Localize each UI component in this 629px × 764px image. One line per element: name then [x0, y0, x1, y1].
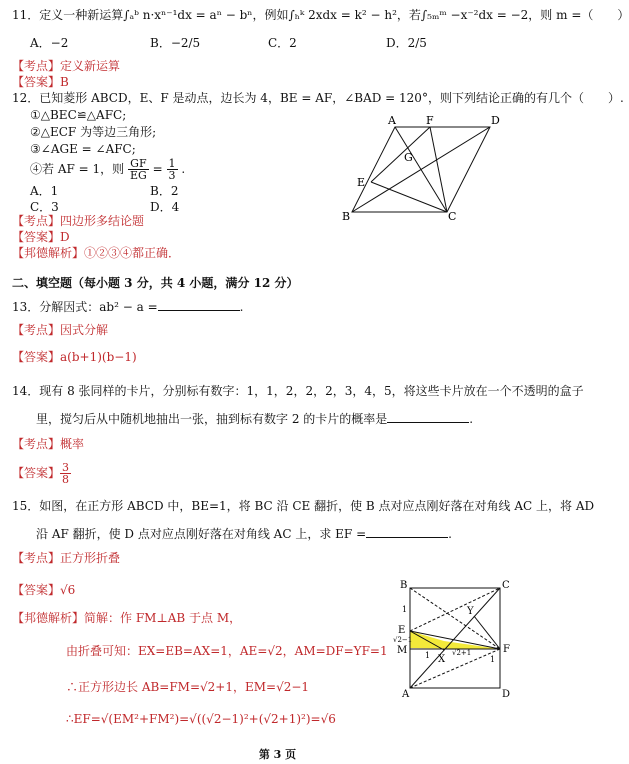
q12-label-f: F — [426, 114, 434, 127]
q12-label-g: G — [404, 151, 413, 164]
q13-stem: 13．分解因式：ab² − a = . — [12, 300, 244, 314]
q11-option-c: C．2 — [268, 36, 297, 50]
q15-label-one-ax: 1 — [425, 651, 431, 660]
q11-option-a: A．−2 — [30, 36, 69, 50]
q12-stem: 12．已知菱形 ABCD，E、F 是动点，边长为 4，BE = AF，∠BAD = 120°，则下列结论正确的有几个（ ）. — [12, 91, 624, 105]
q12-statement-3: ③∠AGE = ∠AFC; — [30, 142, 136, 156]
q15-label-a: A — [402, 689, 410, 700]
q15-label-one-df: 1 — [490, 655, 496, 664]
q15-label-y: Y — [467, 606, 474, 617]
q11-stem: 11．定义一种新运算∫ₐᵇ n·xⁿ⁻¹dx = aⁿ − bⁿ，例如∫ₕᵏ 2xdx = k² − h²，若∫₅ₘᵐ −x⁻²dx = −2，则 m =（ ） — [12, 8, 629, 22]
q13-answer-blank — [158, 298, 240, 311]
q15-kaodian: 【考点】正方形折叠 — [12, 551, 121, 565]
q15-label-root2-plus-1: √2+1 — [452, 649, 472, 657]
q12-kaodian: 【考点】四边形多结论题 — [12, 214, 145, 228]
q12-answer: 【答案】D — [12, 230, 70, 244]
q13-answer: 【答案】a(b+1)(b−1) — [12, 350, 137, 364]
q15-square-figure — [390, 578, 520, 700]
q12-label-d: D — [491, 114, 500, 127]
q12-label-e: E — [357, 176, 366, 189]
q11-kaodian: 【考点】定义新运算 — [12, 59, 121, 73]
q12-option-c: C．3 — [30, 200, 59, 214]
q12-label-c: C — [448, 210, 457, 223]
q15-label-m: M — [397, 645, 408, 656]
q12-statement-1: ①△BEC≌△AFC; — [30, 108, 127, 122]
q15-label-root2-minus-1: √2−1 — [393, 636, 413, 644]
q12-statement-4: ④若 AF = 1，则 $\frac{GF}{EG}$ = $\frac{1}{3}$ . — [30, 157, 186, 182]
q14-stem-line1: 14．现有 8 张同样的卡片，分别标有数字：1，1，2，2，2，3，4，5，将这些卡片放在一个不透明的盒子 — [12, 384, 584, 398]
q12-option-b: B．2 — [150, 184, 179, 198]
q15-step-2: ∴正方形边长 AB=FM=√2+1，EM=√2−1 — [66, 680, 310, 694]
q11-answer: 【答案】B — [12, 75, 69, 89]
q15-label-b: B — [400, 580, 408, 591]
q14-stem-line2: 里，搅匀后从中随机地抽出一张，抽到标有数字 2 的卡片的概率是 . — [36, 412, 474, 426]
q15-stem-line2: 沿 AF 翻折，使 D 点对应点刚好落在对角线 AC 上，求 EF = . — [36, 527, 452, 541]
q15-stem-line1: 15．如图，在正方形 ABCD 中，BE=1，将 BC 沿 CE 翻折，使 B 点对应点刚好落在对角线 AC 上，将 AD — [12, 499, 595, 513]
q12-option-a: A．1 — [30, 184, 59, 198]
q12-analysis: 【邦德解析】①②③④都正确． — [12, 246, 181, 260]
q12-statement-2: ②△ECF 为等边三角形; — [30, 125, 157, 139]
q15-label-d: D — [502, 689, 511, 700]
page-number: 第 3 页 — [258, 748, 297, 761]
q15-answer: 【答案】√6 — [12, 583, 76, 597]
q14-answer: 【答案】 $\frac{3}{8}$ — [12, 461, 70, 486]
q14-answer-blank — [387, 410, 469, 423]
q15-label-c: C — [502, 580, 510, 591]
q12-fraction-one-third: $\frac{1}{3}$ — [168, 157, 176, 182]
q15-label-e: E — [398, 625, 406, 636]
q15-label-one-be: 1 — [402, 605, 408, 614]
q15-answer-blank — [366, 525, 448, 538]
q14-answer-fraction: $\frac{3}{8}$ — [62, 461, 70, 486]
q15-label-x: X — [438, 654, 446, 665]
q11-option-d: D．2/5 — [386, 36, 427, 50]
q12-label-a: A — [388, 114, 396, 127]
q15-step-3: ∴EF=√(EM²+FM²)=√((√2−1)²+(√2+1)²)=√6 — [66, 712, 336, 726]
q12-rhombus-figure — [335, 112, 510, 222]
q15-step-1: 由折叠可知：EX=EB=AX=1，AE=√2，AM=DF=YF=1 — [66, 644, 388, 658]
q13-kaodian: 【考点】因式分解 — [12, 323, 109, 337]
q15-label-f: F — [503, 644, 510, 655]
q12-label-b: B — [342, 210, 351, 223]
q14-kaodian: 【考点】概率 — [12, 437, 85, 451]
q15-analysis: 【邦德解析】简解：作 FM⊥AB 于点 M， — [12, 611, 242, 625]
q12-option-d: D．4 — [150, 200, 180, 214]
section-2-title: 二、填空题（每小题 3 分，共 4 小题，满分 12 分） — [12, 276, 299, 290]
q12-fraction-gf-eg: $\frac{GF}{EG}$ — [129, 157, 147, 182]
q11-option-b: B．−2/5 — [150, 36, 201, 50]
